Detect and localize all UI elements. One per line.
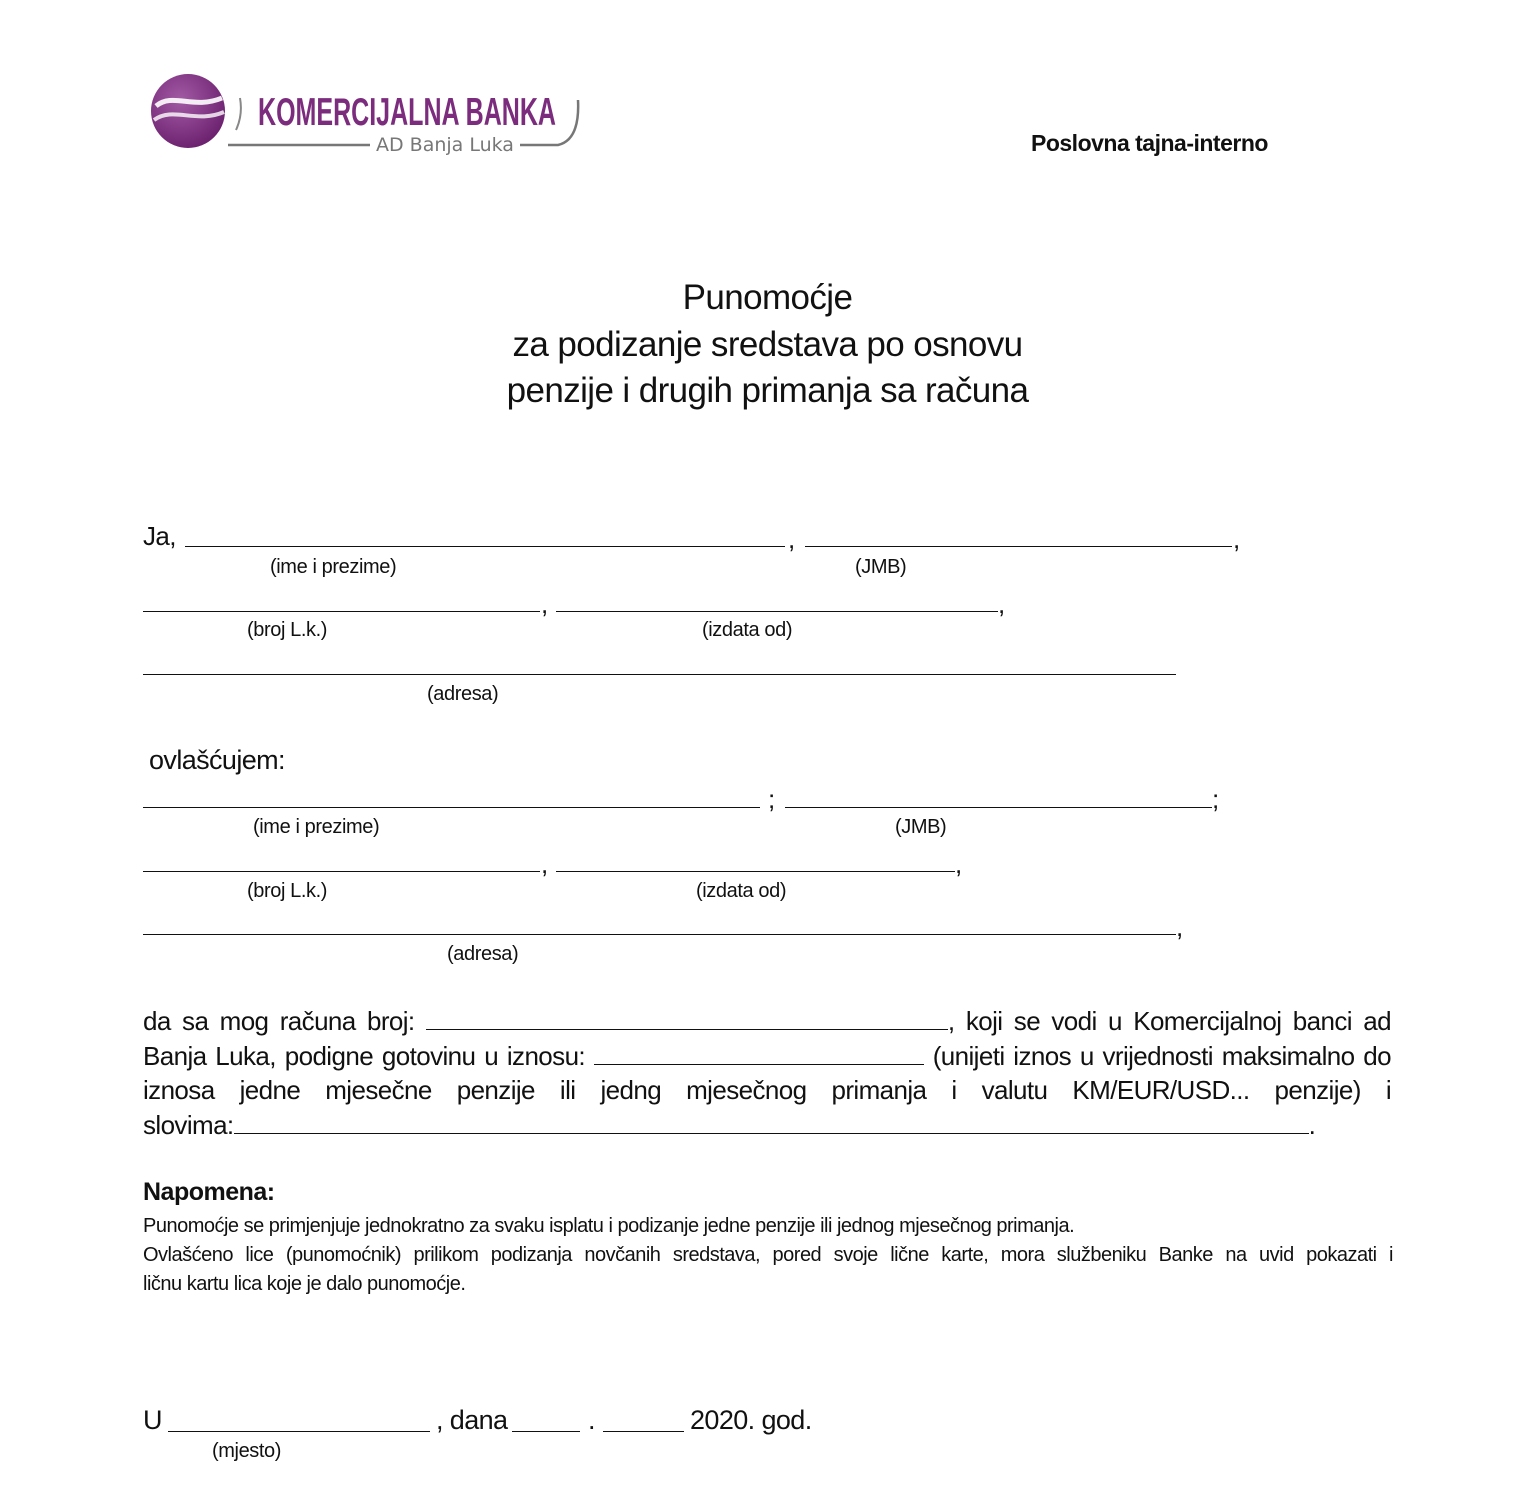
paragraph-text: slovima: (143, 1110, 234, 1140)
document-title: Punomoćje (682, 278, 853, 317)
paragraph-text: , koji se vodi u Komercijalnoj banci ad (947, 1006, 1392, 1036)
grantor-name-field[interactable] (185, 546, 785, 547)
paragraph-line-2 (143, 1041, 1391, 1071)
amount-field[interactable] (594, 1042, 924, 1065)
account-number-field[interactable] (426, 1007, 948, 1030)
document-subtitle-2: penzije i drugih primanja sa računa (506, 371, 1029, 410)
place-label: (mjesto) (212, 1440, 282, 1462)
bank-logo (148, 70, 588, 155)
svg-text:AD Banja Luka: AD Banja Luka (376, 134, 514, 156)
logo-emblem-icon (151, 74, 225, 148)
agent-jmb-label: (JMB) (895, 816, 947, 838)
agent-address-label: (adresa) (447, 943, 519, 965)
classification-label: Poslovna tajna-interno (1031, 130, 1268, 156)
comma: , (1233, 524, 1240, 554)
svg-text:KOMERCIJALNA BANKA: KOMERCIJALNA BANKA (258, 91, 556, 134)
agent-issued-label: (izdata od) (696, 880, 787, 902)
grantor-jmb-label: (JMB) (855, 556, 907, 578)
place-field[interactable] (168, 1431, 430, 1432)
day-field[interactable] (512, 1431, 580, 1432)
agent-name-field[interactable] (143, 807, 760, 808)
grantor-name-label: (ime i prezime) (270, 556, 397, 578)
paragraph-line-1 (143, 1006, 1391, 1036)
period: . (1308, 1110, 1316, 1140)
period: . (588, 1405, 595, 1435)
agent-id-field[interactable] (143, 871, 540, 872)
month-field[interactable] (603, 1431, 684, 1432)
semicolon: ; (768, 784, 775, 814)
place-prefix: U (143, 1405, 162, 1435)
agent-name-label: (ime i prezime) (253, 816, 380, 838)
agent-jmb-field[interactable] (785, 807, 1212, 808)
document-subtitle-1: za podizanje sredstava po osnovu (512, 325, 1023, 364)
date-prefix: , dana (436, 1405, 508, 1435)
comma: , (955, 849, 962, 879)
note-line-3: ličnu kartu lica koje je dalo punomoćje. (143, 1273, 466, 1295)
comma: , (788, 524, 795, 554)
comma: , (541, 849, 548, 879)
paragraph-text: da sa mog računa broj: (143, 1006, 415, 1036)
paragraph-line-3: iznosa jedne mjesečne penzije ili jedng mjesečnog primanja i valutu KM/EUR/USD... penzije) i (143, 1075, 1391, 1105)
paragraph-text: (unijeti iznos u vrijednosti maksimalno do (932, 1041, 1391, 1071)
paragraph-line-4 (143, 1110, 1391, 1140)
authorize-label: ovlašćujem: (149, 745, 285, 775)
grantor-issued-field[interactable] (556, 611, 998, 612)
semicolon: ; (1212, 784, 1219, 814)
year-text: 2020. god. (690, 1405, 812, 1435)
agent-issued-field[interactable] (556, 871, 955, 872)
grantor-id-label: (broj L.k.) (247, 619, 328, 641)
note-heading: Napomena: (143, 1178, 275, 1206)
grantor-prefix: Ja, (143, 521, 176, 551)
grantor-address-field[interactable] (143, 674, 1176, 675)
grantor-address-label: (adresa) (427, 683, 499, 705)
comma: , (541, 589, 548, 619)
grantor-id-field[interactable] (143, 611, 540, 612)
amount-in-words-field[interactable] (234, 1111, 1309, 1134)
grantor-jmb-field[interactable] (805, 546, 1232, 547)
grantor-issued-label: (izdata od) (702, 619, 793, 641)
agent-id-label: (broj L.k.) (247, 880, 328, 902)
comma: , (1176, 912, 1183, 942)
paragraph-text: Banja Luka, podigne gotovinu u iznosu: (143, 1041, 586, 1071)
note-line-2: Ovlašćeno lice (punomoćnik) prilikom podizanja novčanih sredstava, pored svoje lične karte, mora službeniku Banke na uvid pokazati i (143, 1244, 1393, 1266)
comma: , (998, 589, 1005, 619)
note-line-1: Punomoćje se primjenjuje jednokratno za svaku isplatu i podizanje jedne penzije ili jednog mjesečnog primanja. (143, 1215, 1075, 1237)
agent-address-field[interactable] (143, 934, 1176, 935)
